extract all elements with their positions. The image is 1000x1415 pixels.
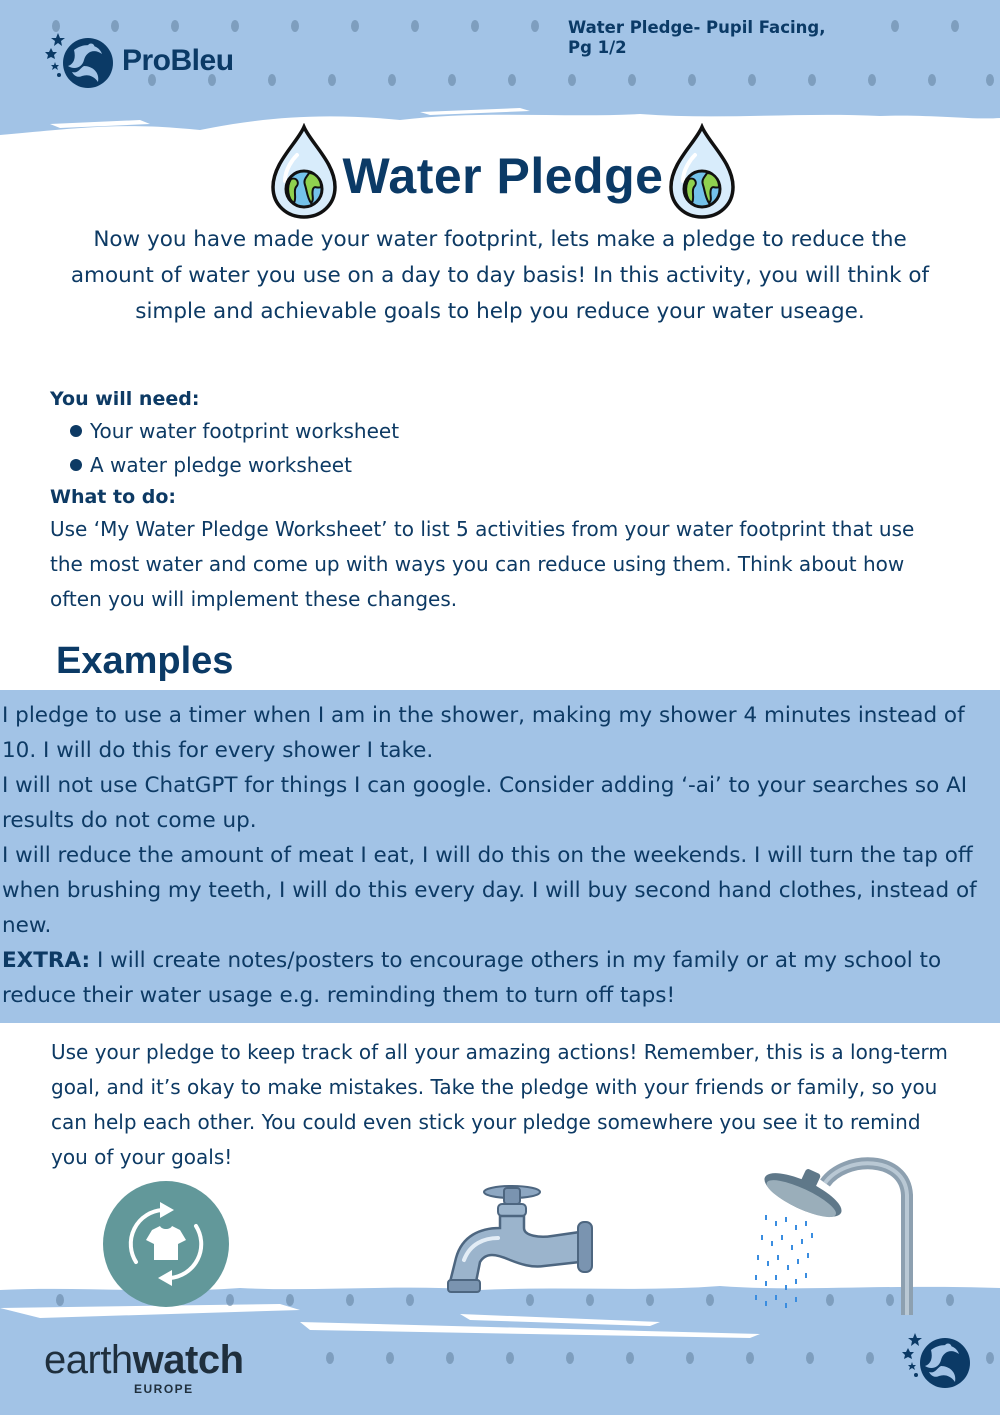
- what-to-do-heading: What to do:: [50, 486, 177, 508]
- instructions-section: [50, 384, 950, 617]
- materials-list: [70, 414, 950, 482]
- closing-paragraph: Use your pledge to keep track of all your amazing actions! Remember, this is a long-term goal, and it’s okay to make mistakes. Take the pledge with your friends or family, so you can help each other. You could even stick your pledge somewhere you see it to remind you of your goals!: [51, 1040, 948, 1169]
- document-label-line1: Water Pledge- Pupil Facing,: [568, 18, 826, 37]
- earthwatch-logo: [44, 1338, 244, 1396]
- extra-label: EXTRA:: [2, 948, 91, 973]
- shower-head-icon: [735, 1155, 925, 1315]
- example-item: I pledge to use a timer when I am in the shower, making my shower 4 minutes instead of 10. I will do this for every shower I take.: [2, 703, 965, 763]
- you-will-need-heading: You will need:: [50, 388, 200, 410]
- materials-list-item: A water pledge worksheet: [70, 448, 950, 482]
- probleu-logo-text: ProBleu: [122, 44, 234, 77]
- examples-panel: [0, 690, 1000, 1023]
- title-row: [228, 122, 778, 222]
- page-title: Water Pledge: [342, 148, 664, 204]
- document-label-page: Pg 1/2: [568, 38, 627, 57]
- examples-heading: Examples: [56, 640, 234, 682]
- intro-paragraph: Now you have made your water footprint, lets make a pledge to reduce the amount of water you use on a day to day basis! In this activity, you will think of simple and achievable goals to help you reduce your water useage.: [70, 227, 930, 324]
- document-label: [568, 18, 928, 58]
- probleu-emblem-icon: [44, 30, 114, 92]
- example-item: I will not use ChatGPT for things I can google. Consider adding ‘-ai’ to your searches so AI results do not come up.: [2, 773, 968, 833]
- example-item: I will reduce the amount of meat I eat, I will do this on the weekends. I will turn the tap off when brushing my teeth, I will do this every day. I will buy second hand clothes, instead of new.: [2, 843, 977, 938]
- materials-list-item: Your water footprint worksheet: [70, 414, 950, 448]
- probleu-emblem-icon: [900, 1330, 972, 1392]
- example-extra: [2, 943, 1000, 1013]
- earthwatch-region: EUROPE: [134, 1382, 194, 1396]
- what-to-do-text: Use ‘My Water Pledge Worksheet’ to list 5 activities from your water footprint that use the most water and come up with ways you can reduce using them. Think about how often you will implement these changes.: [50, 517, 915, 611]
- extra-text: I will create notes/posters to encourage others in my family or at my school to reduce their water usage e.g. reminding them to turn off taps!: [2, 948, 942, 1008]
- probleu-logo: [44, 30, 234, 92]
- earthwatch-wordmark: earthwatch: [44, 1338, 244, 1382]
- water-drop-globe-icon: [665, 123, 739, 221]
- bullet-icon: [70, 459, 82, 471]
- water-drop-globe-icon: [267, 123, 341, 221]
- water-tap-icon: [440, 1180, 600, 1310]
- recycle-clothes-icon: [102, 1180, 230, 1308]
- bullet-icon: [70, 425, 82, 437]
